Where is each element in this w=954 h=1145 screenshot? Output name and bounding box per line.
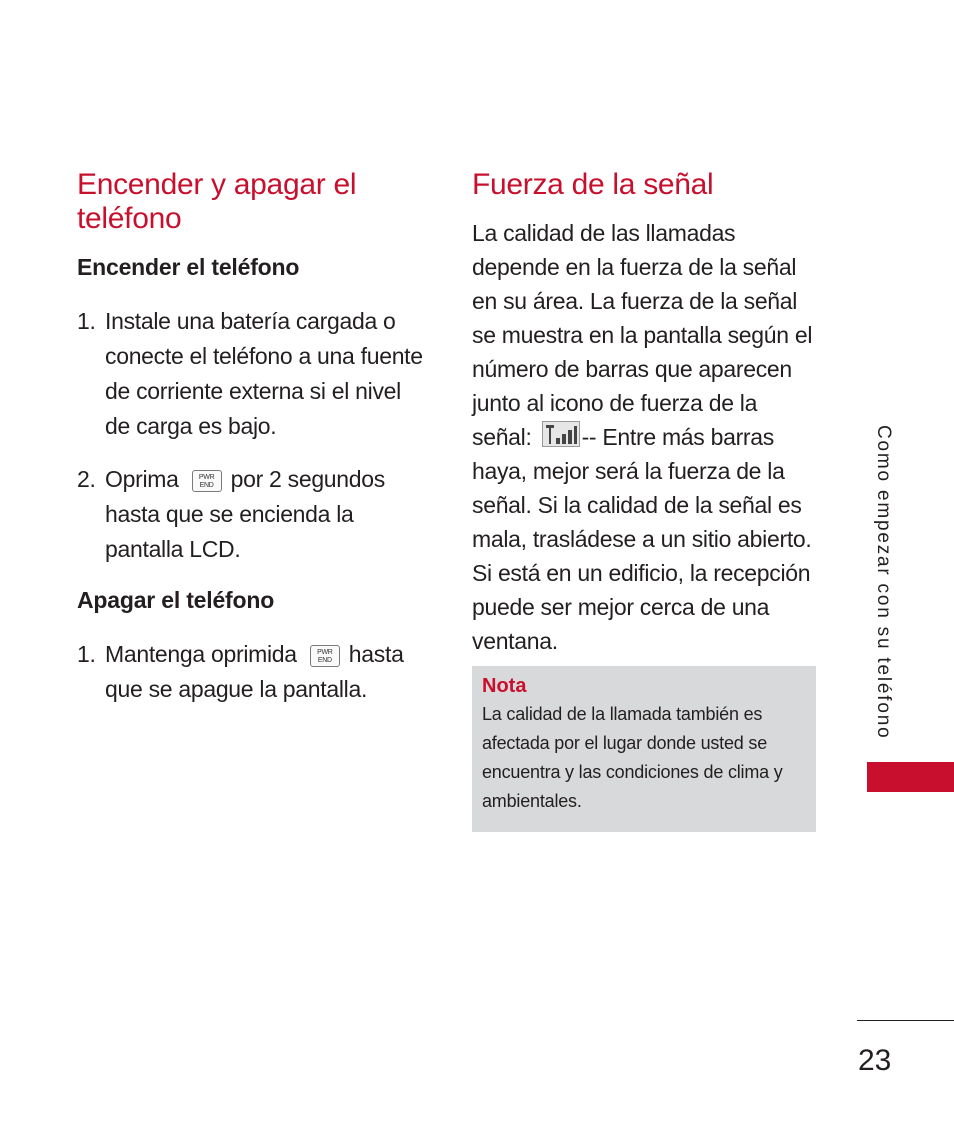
signal-paragraph bbox=[472, 216, 822, 658]
step-text-post: hasta que se apague la pantalla. bbox=[105, 641, 404, 702]
pwr-end-key-icon bbox=[310, 645, 340, 667]
page-number: 23 bbox=[858, 1044, 892, 1077]
key-label-top: PWR bbox=[317, 648, 333, 656]
step-number: 2. bbox=[77, 466, 96, 492]
key-label-bottom: END bbox=[317, 656, 332, 664]
step-number: 1. bbox=[77, 641, 96, 667]
step-power-on-2 bbox=[77, 462, 427, 567]
step-text bbox=[105, 637, 427, 707]
paragraph-text-post: -- Entre más barras haya, mejor será la fuerza de la señal. Si la calidad de la señal es mala, trasládese a un sitio abierto. Si está en un edificio, la recepción puede ser mejor cerca de una ventana. bbox=[472, 424, 812, 654]
step-power-on-1 bbox=[77, 304, 427, 444]
subheading-power-on: Encender el teléfono bbox=[77, 254, 300, 280]
chapter-side-label: Como empezar con su teléfono bbox=[873, 425, 894, 740]
note-box bbox=[472, 666, 816, 832]
key-label-top: PWR bbox=[198, 473, 215, 481]
step-text-pre: Mantenga oprimida bbox=[105, 641, 297, 667]
paragraph-text-pre: La calidad de las llamadas depende en la fuerza de la señal en su área. La fuerza de la señal se muestra en la pantalla según el número de barras que aparecen junto al icono de fuerza de la señal: bbox=[472, 220, 813, 450]
note-text: La calidad de la llamada también es afectada por el lugar donde usted se encuentra y las condiciones de clima y ambientales. bbox=[482, 704, 783, 811]
section-title-signal: Fuerza de la señal bbox=[472, 168, 714, 201]
step-text: Instale una batería cargada o conecte el teléfono a una fuente de corriente externa si el nivel de carga es bajo. bbox=[105, 308, 423, 439]
chapter-tab-marker bbox=[867, 762, 954, 792]
section-title-power: Encender y apagar el teléfono bbox=[77, 168, 357, 235]
left-column bbox=[77, 168, 427, 707]
subheading-power-off: Apagar el teléfono bbox=[77, 587, 275, 613]
key-label-bottom: END bbox=[199, 481, 214, 489]
note-title: Nota bbox=[482, 675, 527, 697]
pwr-end-key-icon bbox=[192, 470, 222, 492]
step-power-off-1 bbox=[77, 637, 427, 707]
step-text-post: por 2 segundos hasta que se encienda la pantalla LCD. bbox=[105, 466, 385, 562]
signal-strength-icon bbox=[542, 421, 580, 447]
step-number: 1. bbox=[77, 308, 96, 334]
step-text-pre: Oprima bbox=[105, 466, 179, 492]
footer-divider bbox=[857, 1020, 954, 1021]
right-column bbox=[472, 168, 822, 658]
step-text bbox=[105, 462, 427, 567]
